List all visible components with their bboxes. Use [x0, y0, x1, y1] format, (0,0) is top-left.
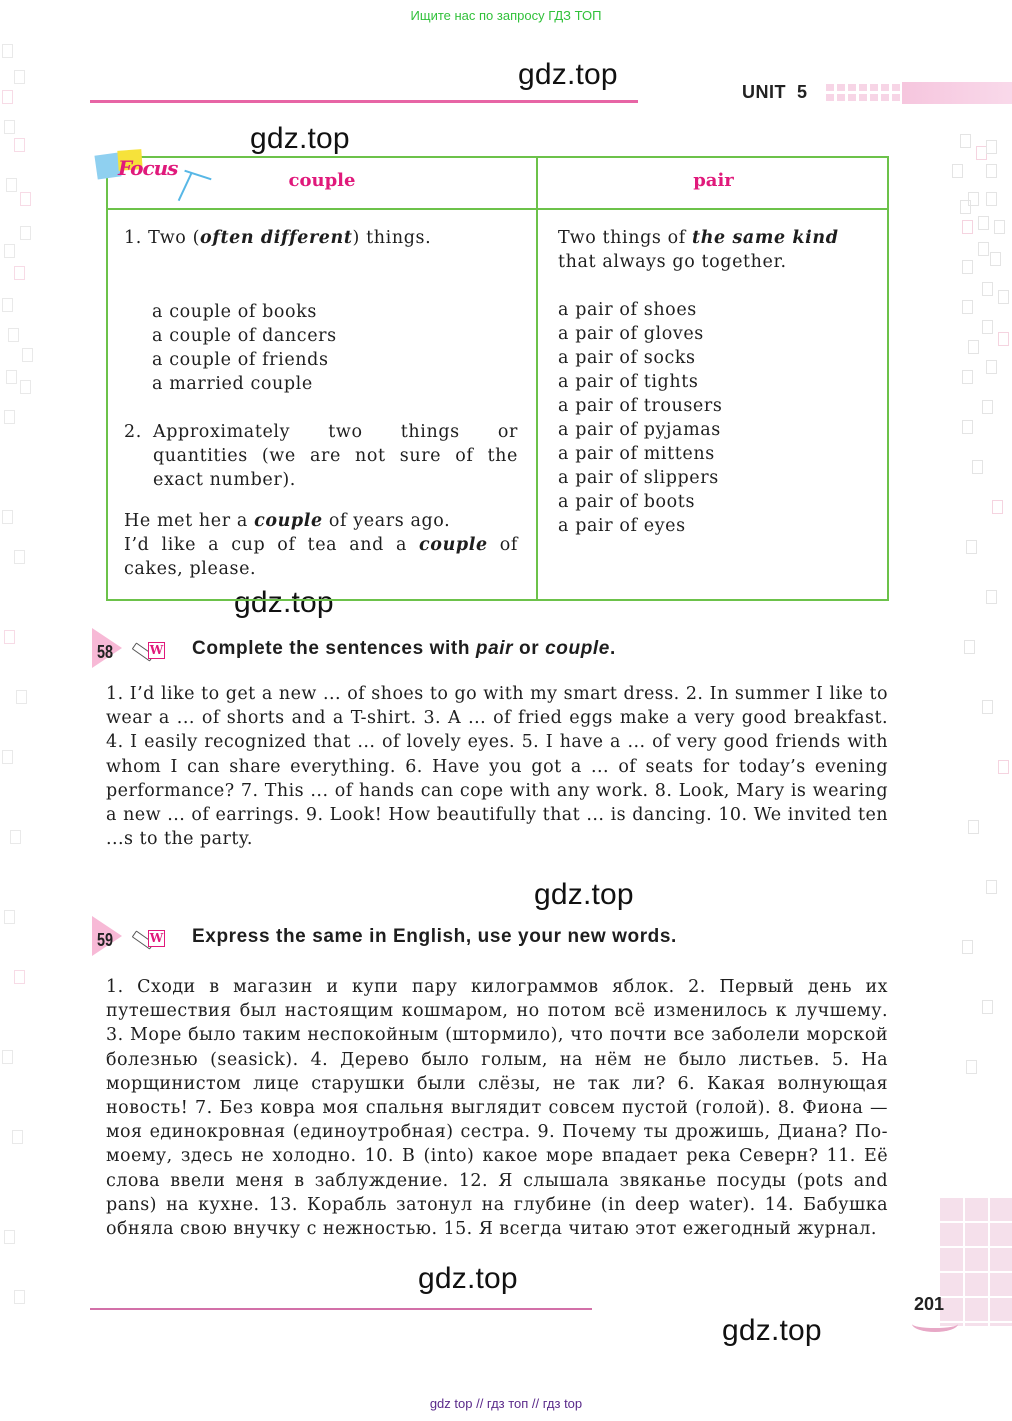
exercise-59-body: 1. Сходи в магазин и купи пару килограммов яблок. 2. Первый день их путешествия был настоящим кошмаром, но потом всё изменилось к лучшему. 3. Море было таким неспокойным (штормило), что почти все заболели морской болезнью (seasick). 4. Дерево было голым, на нём не было листьев. 5. На морщинистом лице старушки были слёзы, не так ли? 6. Какая волнующая новость! 7. Без ковра моя спальня выглядит совсем пустой (голой). 8. Фиона — моя единокровная (единоутробная) сестра. 9. Почему ты дрожишь, Диана? По-моему, здесь не холодно. 10. В (into) какое море впадает река Северн? 11. Её слова ввели меня в заблуждение. 12. Я слышала звяканье посуды (pots and pans) на кухне. 13. Корабль затонул на глубине (in deep water). 14. Бабушка обняла свою внучку с нежностью. 15. Я всегда читаю этот ежегодный журнал.: [106, 977, 888, 1240]
focus-badge-label: Focus: [118, 156, 178, 180]
unit-label: [742, 82, 808, 103]
exercise-58-title: Complete the sentences with pair or couple.: [192, 638, 616, 659]
right-decorative-pattern: [942, 120, 1012, 1200]
top-search-banner[interactable]: Ищите нас по запросу ГДЗ ТОП: [410, 8, 602, 23]
list-item: a pair of pyjamas: [558, 420, 721, 440]
watermark: gdz.top: [234, 586, 334, 619]
focus-badge: [96, 148, 216, 198]
footer-rule: [90, 1308, 592, 1310]
unit-number: 5: [797, 82, 808, 102]
list-item: a pair of socks: [558, 348, 696, 368]
watermark: gdz.top: [534, 878, 634, 911]
couple-examples-list: [152, 300, 337, 396]
list-item: a pair of mittens: [558, 444, 715, 464]
example-sentence: I’d like a cup of tea and a couple of cakes, please.: [124, 535, 518, 579]
left-decorative-pattern: [0, 30, 55, 1330]
watermark: gdz.top: [250, 122, 350, 155]
couple-definition-2: 2. Approximately two things or quantities (we are not sure of the exact number).: [124, 422, 518, 490]
column-divider: [536, 158, 538, 599]
watermark: gdz.top: [518, 58, 618, 91]
pair-definition: Two things of the same kind that always go together.: [558, 228, 839, 272]
list-item: a pair of boots: [558, 492, 696, 512]
list-item: a pair of gloves: [558, 324, 704, 344]
unit-decorative-dots: [826, 84, 900, 101]
unit-header-bar: [902, 82, 1012, 104]
exercise-number-marker: 58: [92, 628, 122, 670]
list-item: a couple of friends: [152, 350, 329, 370]
list-item: a couple of dancers: [152, 326, 337, 346]
pencil-writing-icon: W: [132, 640, 168, 664]
list-item: a pair of slippers: [558, 468, 719, 488]
focus-table: [106, 156, 889, 601]
watermark: gdz.top: [722, 1314, 822, 1347]
column-header-couple: couple: [288, 170, 356, 191]
header-divider: [108, 208, 887, 210]
couple-definition-1: 1. Two (often different) things.: [124, 228, 432, 248]
example-sentence: He met her a couple of years ago.: [124, 511, 451, 531]
list-item: a pair of tights: [558, 372, 699, 392]
watermark: gdz.top: [418, 1262, 518, 1295]
list-item: a pair of trousers: [558, 396, 723, 416]
list-item: a pair of shoes: [558, 300, 697, 320]
pencil-writing-icon: W: [132, 928, 168, 952]
header-rule: [90, 100, 638, 103]
list-item: a couple of books: [152, 302, 317, 322]
bottom-links[interactable]: gdz top // гдз топ // гдз top: [429, 1396, 583, 1411]
exercise-58-body: 1. I’d like to get a new ... of shoes to go with my smart dress. 2. In summer I like to wear a ... of shorts and a T-shirt. 3. A ... of fried eggs make a very good breakfast. 4. I easily recognized that ... of lovely eyes. 5. I have a ... of very good friends with whom I can share everything. 6. Have you got a ... of seats for today’s evening performance? 7. This ... of hands can cope with any work. 8. Look, Mary is wearing a new ... of earrings. 9. Look! How beautifully that ... is dancing. 10. We invited ten ...s to the party.: [106, 684, 888, 850]
unit-text: UNIT: [742, 82, 786, 102]
pair-examples-list: [558, 298, 722, 538]
column-header-pair: pair: [693, 170, 734, 191]
exercise-number-marker: 59: [92, 916, 122, 958]
list-item: a married couple: [152, 374, 313, 394]
list-item: a pair of eyes: [558, 516, 686, 536]
page-curl-decoration: [912, 1316, 958, 1332]
corner-decorative-grid: [938, 1196, 1012, 1326]
couple-example-sentences: [124, 509, 518, 581]
page-number: 201: [914, 1294, 945, 1314]
exercise-59-title: Express the same in English, use your new words.: [192, 926, 677, 947]
